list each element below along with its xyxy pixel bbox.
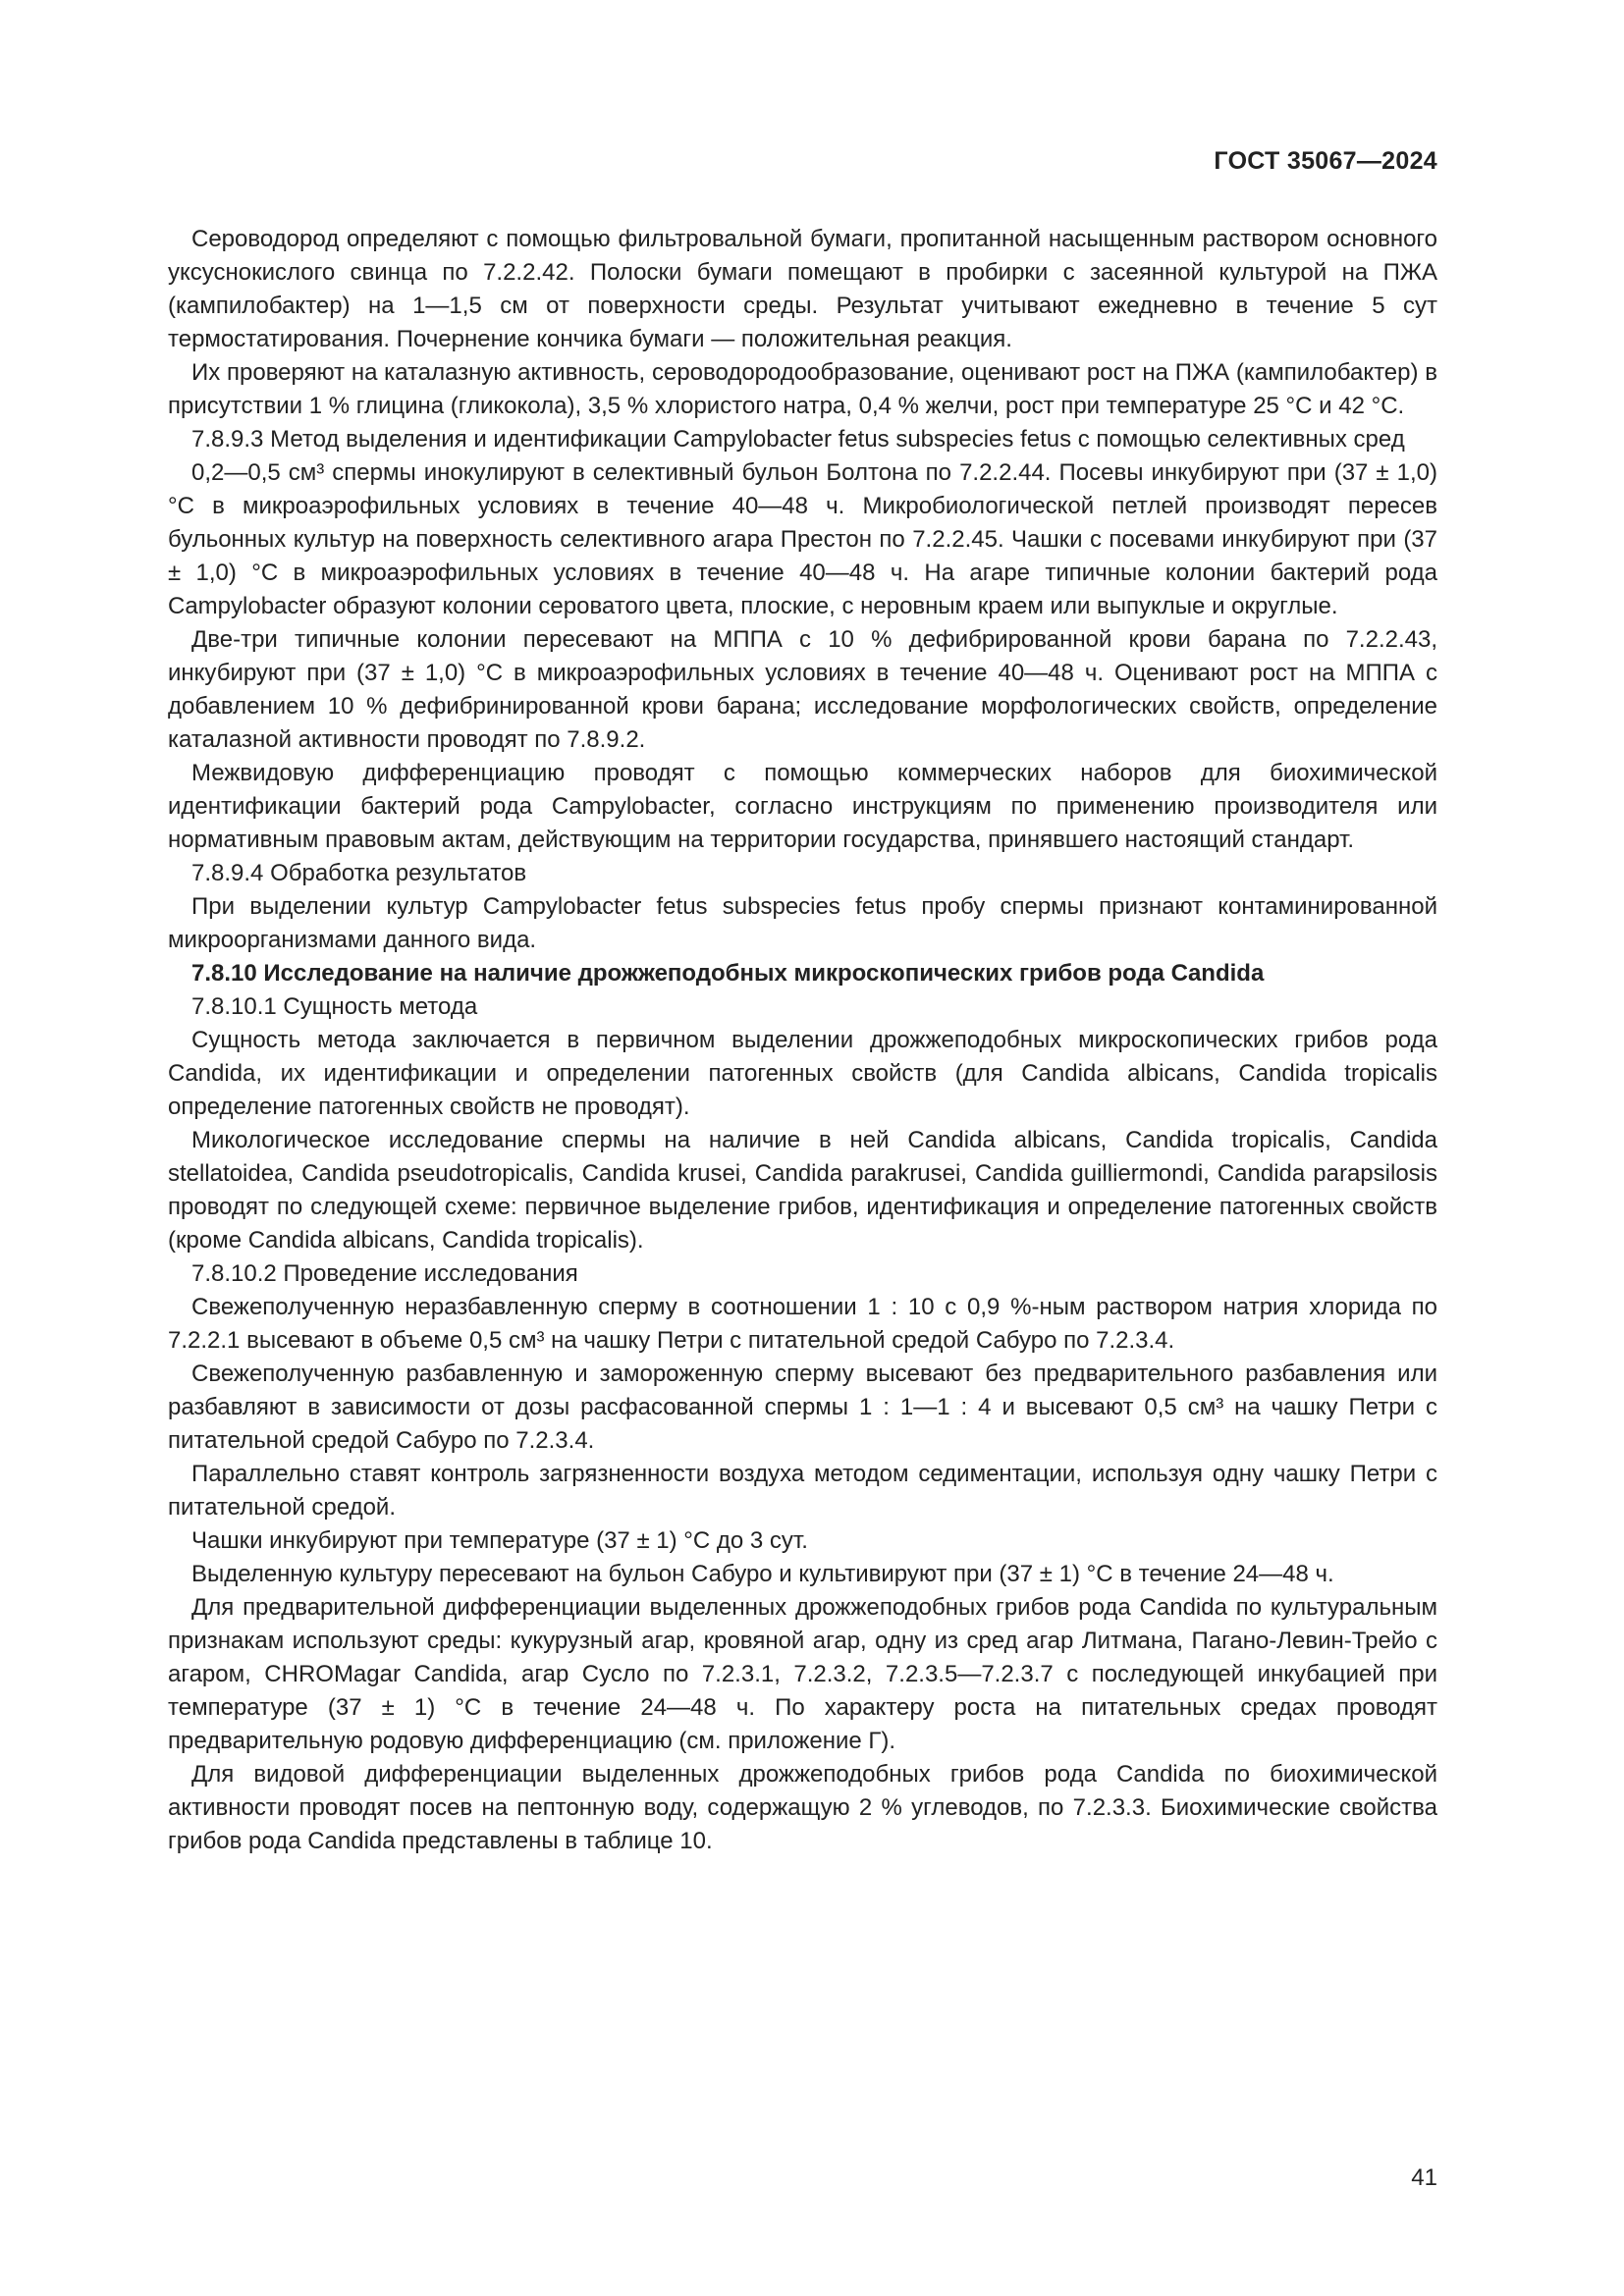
subsection-heading: 7.8.9.3 Метод выделения и идентификации Campylobacter fetus subspecies fetus с помощью селективных сред <box>191 426 1405 453</box>
paragraph: Свежеполученную разбавленную и замороженную сперму высевают без предварительного разбавления или разбавляют в зависимости от дозы расфасованной спермы 1 : 1—1 : 4 и высевают 0,5 см³ на чашку Петри с питательной средой Сабуро по 7.2.3.4. <box>168 1361 1437 1454</box>
page-number: 41 <box>1411 2164 1437 2191</box>
paragraph: Микологическое исследование спермы на наличие в ней Candida albicans, Candida tropicalis, Candida stellatoidea, Candida pseudotropicalis, Candida krusei, Candida parakrusei, Candida guilliermondi, Candida parapsilosis проводят по следующей схеме: первичное выделение грибов, идентификация и определение патогенных свойств (кроме Candida albicans, Candida tropicalis). <box>168 1127 1437 1254</box>
paragraph: Сущность метода заключается в первичном выделении дрожжеподобных микроскопических грибов рода Candida, их идентификации и определении патогенных свойств (для Candida albicans, Candida tropicalis определение патогенных свойств не проводят). <box>168 1027 1437 1120</box>
paragraph: Межвидовую дифференциацию проводят с помощью коммерческих наборов для биохимической идентификации бактерий рода Campylobacter, согласно инструкциям по применению производителя или нормативным правовым актам, действующим на территории государства, принявшего настоящий стандарт. <box>168 760 1437 853</box>
section-heading: 7.8.10 Исследование на наличие дрожжеподобных микроскопических грибов рода Candida <box>191 960 1265 987</box>
subsection-heading: 7.8.10.1 Сущность метода <box>191 993 478 1020</box>
paragraph: Выделенную культуру пересевают на бульон Сабуро и культивируют при (37 ± 1) °С в течение 24—48 ч. <box>191 1561 1334 1587</box>
paragraph: Сероводород определяют с помощью фильтровальной бумаги, пропитанной насыщенным раствором основного уксуснокислого свинца по 7.2.2.42. Полоски бумаги помещают в пробирки с засеянной культурой на ПЖА (кампилобактер) на 1—1,5 см от поверхности среды. Результат учитывают ежедневно в течение 5 сут термостатирования. Почернение кончика бумаги — положительная реакция. <box>168 226 1437 352</box>
standard-code: ГОСТ 35067—2024 <box>1214 147 1437 175</box>
subsection-heading: 7.8.9.4 Обработка результатов <box>191 860 527 886</box>
paragraph: Две-три типичные колонии пересевают на МППА с 10 % дефибрированной крови барана по 7.2.2.43, инкубируют при (37 ± 1,0) °С в микроаэрофильных условиях в течение 40—48 ч. Оценивают рост на МППА с добавлением 10 % дефибринированной крови барана; исследование морфологических свойств, определение каталазной активности проводят по 7.8.9.2. <box>168 626 1437 753</box>
paragraph: Свежеполученную неразбавленную сперму в соотношении 1 : 10 с 0,9 %-ным раствором натрия хлорида по 7.2.2.1 высевают в объеме 0,5 см³ на чашку Петри с питательной средой Сабуро по 7.2.3.4. <box>168 1294 1437 1354</box>
paragraph: Чашки инкубируют при температуре (37 ± 1) °С до 3 сут. <box>191 1527 808 1554</box>
document-body <box>168 223 1437 1858</box>
paragraph: Для предварительной дифференциации выделенных дрожжеподобных грибов рода Candida по культуральным признакам используют среды: кукурузный агар, кровяной агар, одну из сред агар Литмана, Пагано-Левин-Трейо с агаром, CHROMagar Candida, агар Сусло по 7.2.3.1, 7.2.3.2, 7.2.3.5—7.2.3.7 с последующей инкубацией при температуре (37 ± 1) °С в течение 24—48 ч. По характеру роста на питательных средах проводят предварительную родовую дифференциацию (см. приложение Г). <box>168 1594 1437 1754</box>
paragraph: Для видовой дифференциации выделенных дрожжеподобных грибов рода Candida по биохимической активности проводят посев на пептонную воду, содержащую 2 % углеводов, по 7.2.3.3. Биохимические свойства грибов рода Candida представлены в таблице 10. <box>168 1761 1437 1854</box>
paragraph: Параллельно ставят контроль загрязненности воздуха методом седиментации, используя одну чашку Петри с питательной средой. <box>168 1461 1437 1521</box>
subsection-heading: 7.8.10.2 Проведение исследования <box>191 1260 578 1287</box>
paragraph: При выделении культур Campylobacter fetus subspecies fetus пробу спермы признают контаминированной микроорганизмами данного вида. <box>168 893 1437 953</box>
paragraph: 0,2—0,5 см³ спермы инокулируют в селективный бульон Болтона по 7.2.2.44. Посевы инкубируют при (37 ± 1,0) °С в микроаэрофильных условиях в течение 40—48 ч. Микробиологической петлей производят пересев бульонных культур на поверхность селективного агара Престон по 7.2.2.45. Чашки с посевами инкубируют при (37 ± 1,0) °С в микроаэрофильных условиях в течение 40—48 ч. На агаре типичные колонии бактерий рода Campylobacter образуют колонии сероватого цвета, плоские, с неровным краем или выпуклые и округлые. <box>168 459 1437 619</box>
paragraph: Их проверяют на каталазную активность, сероводородообразование, оценивают рост на ПЖА (кампилобактер) в присутствии 1 % глицина (гликокола), 3,5 % хлористого натра, 0,4 % желчи, рост при температуре 25 °С и 42 °С. <box>168 359 1437 419</box>
